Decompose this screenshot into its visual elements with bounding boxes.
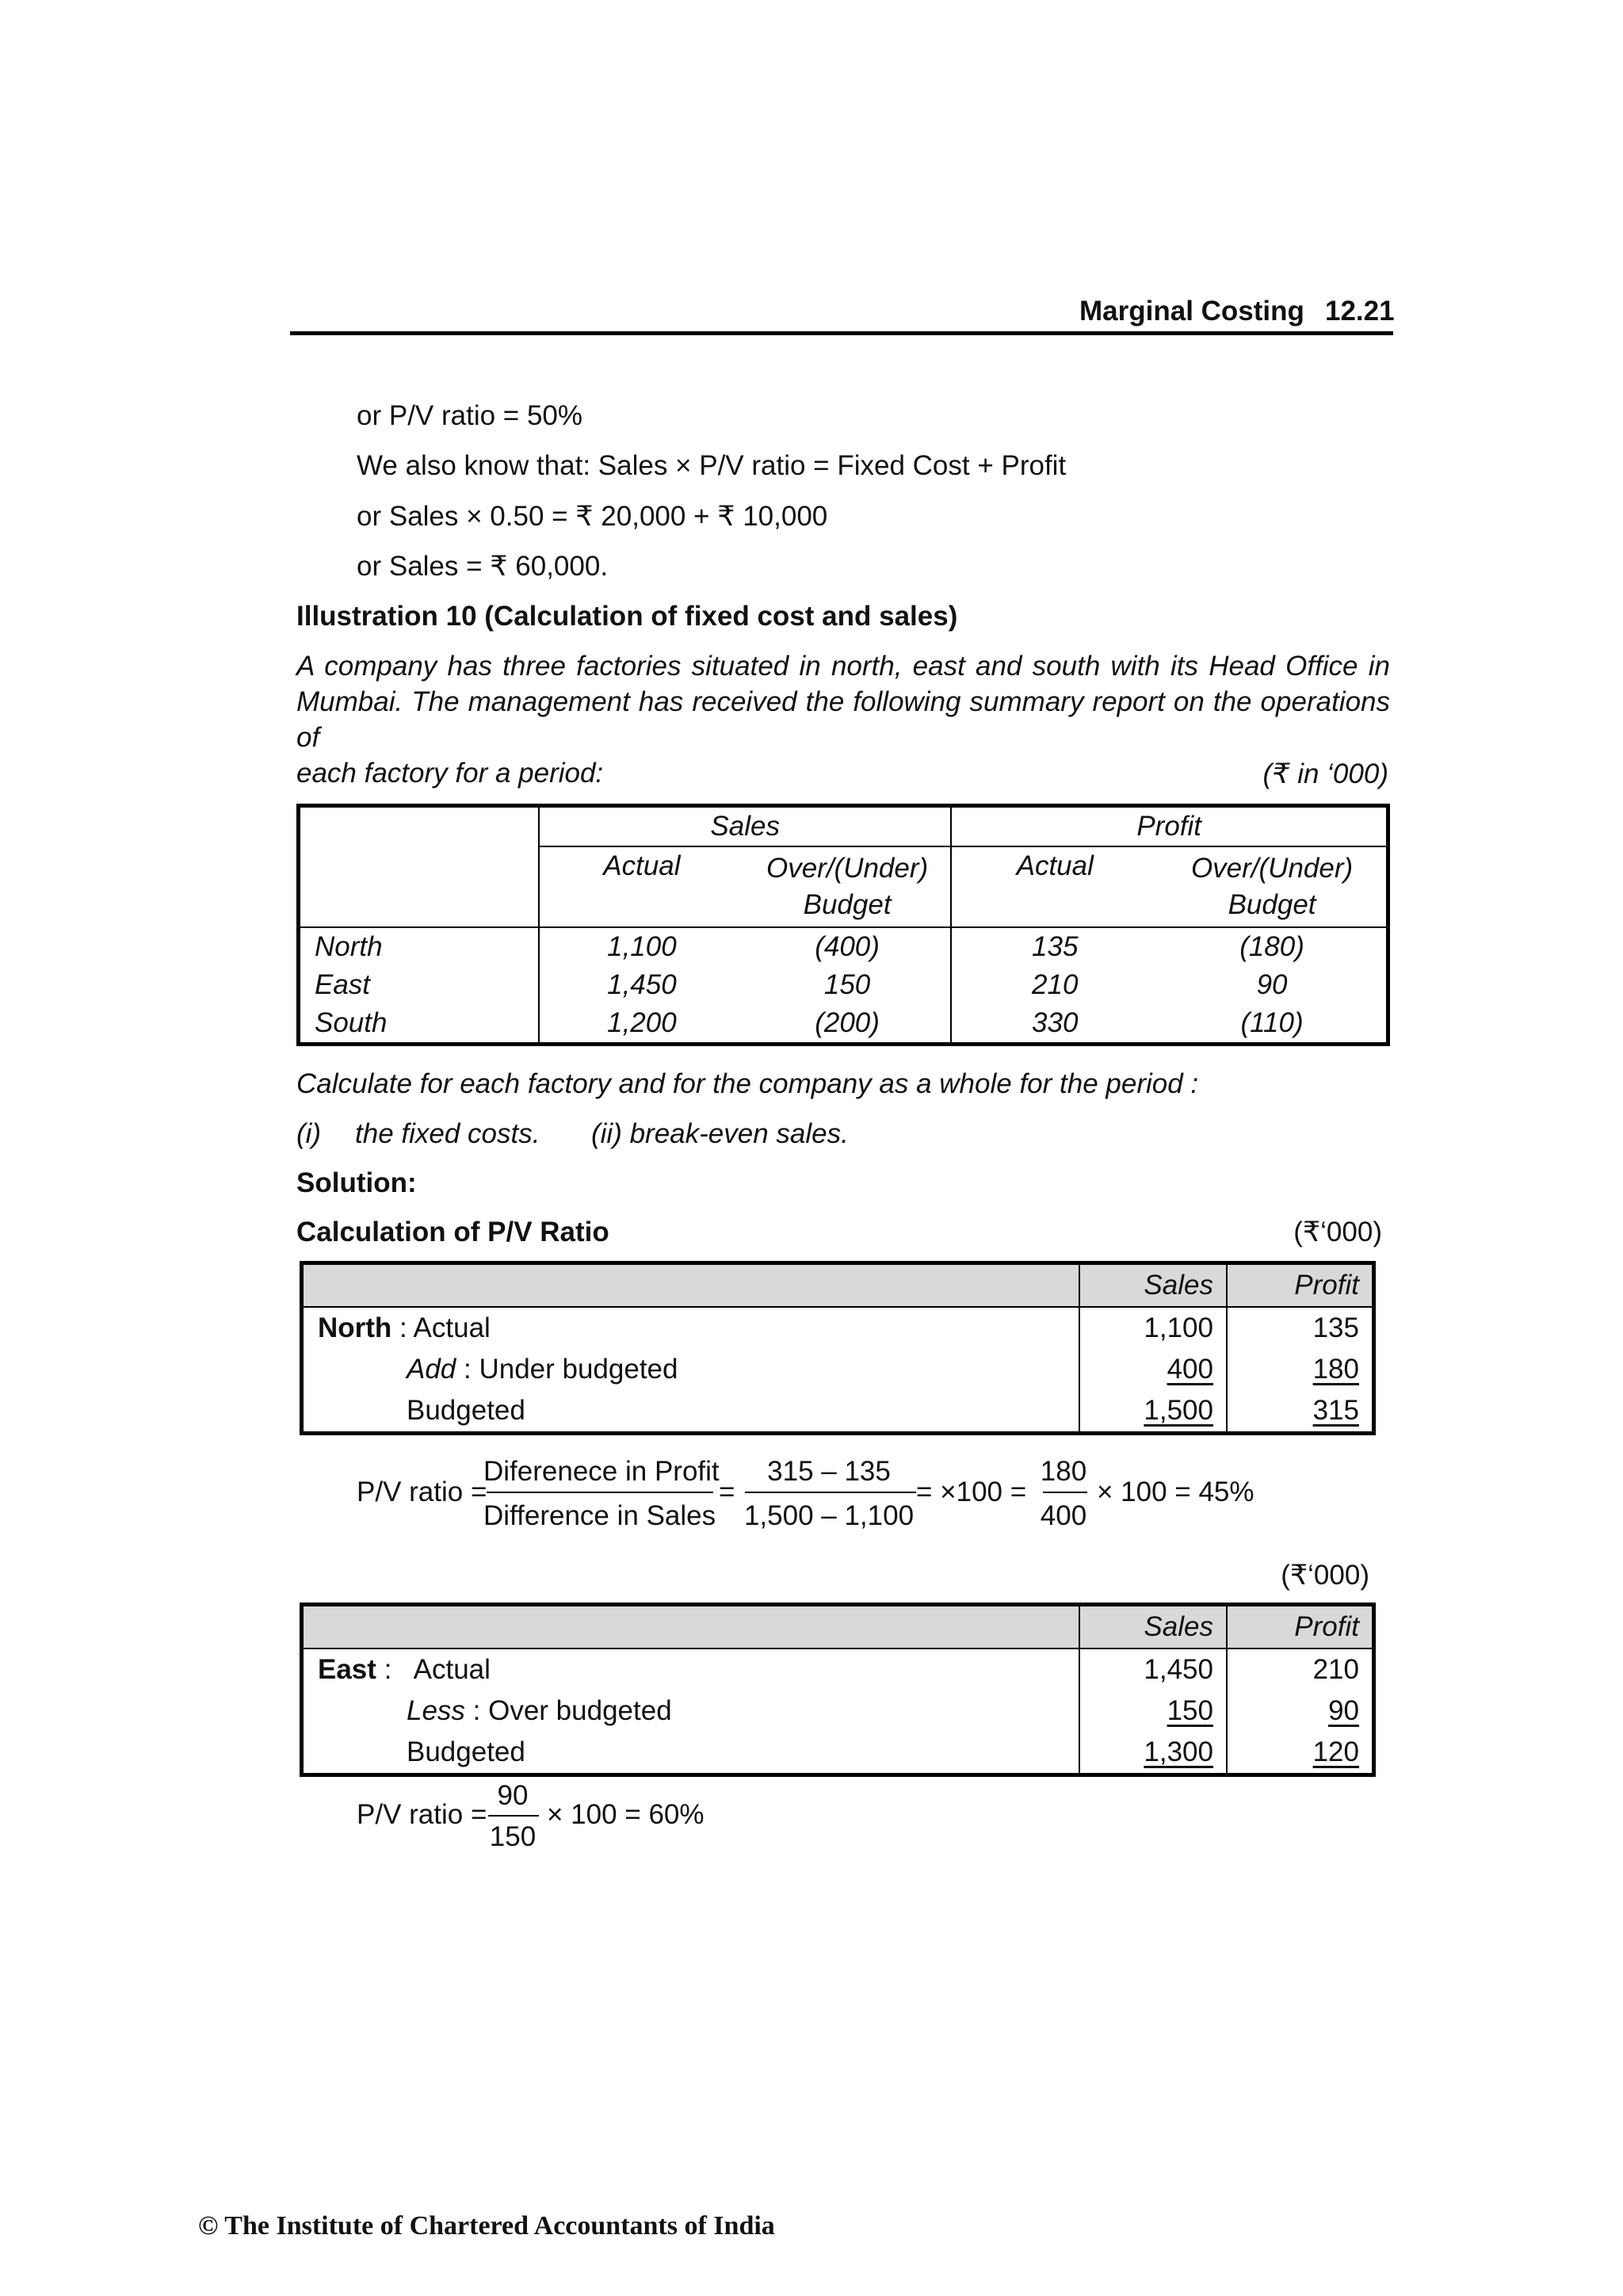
north-col-sales: Sales — [1079, 1263, 1227, 1308]
north-frac2-num: 315 – 135 — [767, 1456, 891, 1487]
table-row — [299, 927, 1388, 966]
east-row-budgeted: Budgeted — [407, 1736, 525, 1767]
north-frac1-num: Diferenece in Profit — [483, 1456, 720, 1487]
profit-over: (110) — [1240, 1007, 1304, 1038]
east-frac-bar — [488, 1815, 539, 1817]
question-item-2: (ii) break-even sales. — [591, 1118, 849, 1149]
row-label: : Actual — [391, 1312, 491, 1343]
east-profit-actual: 210 — [1227, 1648, 1374, 1690]
north-formula-prefix: P/V ratio = — [357, 1477, 487, 1507]
header-rule — [290, 331, 1393, 335]
value: 400 — [1167, 1354, 1213, 1385]
east-sales-less — [1079, 1690, 1227, 1732]
summary-col-sales-over — [744, 846, 952, 927]
north-sales-budgeted — [1079, 1390, 1227, 1434]
intro-line-1: or P/V ratio = 50% — [357, 400, 583, 431]
north-frac2-bar — [745, 1492, 916, 1493]
question-text: Calculate for each factory and for the company as a whole for the period : — [296, 1068, 1199, 1099]
north-sales-actual: 1,100 — [1079, 1307, 1227, 1349]
north-row-add — [302, 1349, 1080, 1390]
north-frac3-bar — [1043, 1492, 1087, 1493]
table-row — [302, 1349, 1374, 1390]
table-row — [299, 1004, 1388, 1045]
sales-over: 150 — [823, 969, 871, 1000]
row-label: : Actual — [376, 1654, 491, 1685]
north-row-actual — [302, 1307, 1080, 1349]
value: 1,500 — [1144, 1395, 1213, 1426]
value: 1,300 — [1144, 1736, 1213, 1767]
col-over-line2: Budget — [803, 889, 892, 920]
north-profit-budgeted — [1227, 1390, 1374, 1434]
illustration-text-line: A company has three factories situated in north, east and south with its Head Office in — [296, 651, 1390, 682]
summary-group-profit: Profit — [951, 806, 1388, 847]
row-lead: Less — [407, 1695, 465, 1726]
profit-over: 90 — [1256, 969, 1288, 1000]
north-profit-actual: 135 — [1227, 1307, 1374, 1349]
north-formula-result: × 100 = 45% — [1097, 1477, 1254, 1507]
east-row-actual — [302, 1648, 1080, 1690]
summary-group-sales: Sales — [539, 806, 951, 847]
row-lead: Add — [407, 1354, 456, 1385]
north-sales-add — [1079, 1349, 1227, 1390]
table-row — [299, 966, 1388, 1004]
east-formula-result: × 100 = 60% — [547, 1799, 705, 1830]
profit-actual: 210 — [951, 966, 1158, 1004]
north-frac1-den: Difference in Sales — [483, 1500, 716, 1531]
pv-unit: (₹‘000) — [1293, 1217, 1382, 1247]
table-row — [302, 1390, 1374, 1434]
value: 150 — [1167, 1695, 1213, 1726]
table-row — [302, 1690, 1374, 1732]
intro-line-3: or Sales × 0.50 = ₹ 20,000 + ₹ 10,000 — [357, 501, 828, 532]
east-sales-budgeted — [1079, 1732, 1227, 1775]
sales-over: (400) — [815, 931, 880, 962]
north-frac3-num: 180 — [1040, 1456, 1087, 1487]
north-pv-table — [300, 1261, 1376, 1435]
intro-line-4: or Sales = ₹ 60,000. — [357, 551, 609, 582]
col-over-line1: Over/(Under) — [1190, 853, 1354, 884]
sales-actual: 1,100 — [539, 927, 744, 966]
summary-col-profit-actual: Actual — [951, 846, 1158, 927]
east-profit-budgeted — [1227, 1732, 1374, 1775]
col-over-line1: Over/(Under) — [766, 853, 929, 884]
north-formula-mid: = ×100 = — [916, 1477, 1027, 1507]
north-header-blank — [302, 1263, 1080, 1308]
summary-table — [296, 804, 1390, 1046]
row-name: East — [315, 969, 371, 1000]
sales-actual: 1,200 — [539, 1004, 744, 1045]
footer-copyright: © The Institute of Chartered Accountants of India — [198, 2211, 775, 2241]
table-row — [302, 1648, 1374, 1690]
row-label: : Over budgeted — [464, 1695, 672, 1726]
summary-corner-cell — [299, 806, 540, 928]
east-header-blank — [302, 1605, 1080, 1649]
question-item-1-number: (i) — [296, 1118, 322, 1149]
value: 180 — [1312, 1354, 1359, 1385]
row-name: South — [315, 1007, 388, 1038]
illustration-unit: (₹ in ‘000) — [1262, 758, 1388, 789]
profit-actual: 135 — [951, 927, 1158, 966]
north-row-budgeted: Budgeted — [407, 1395, 525, 1426]
east-region-label: East — [318, 1654, 376, 1685]
north-col-profit: Profit — [1227, 1263, 1374, 1308]
north-frac1-bar — [487, 1492, 713, 1493]
page-number: 12.21 — [1325, 296, 1395, 327]
row-name: North — [315, 931, 383, 962]
east-profit-less — [1227, 1690, 1374, 1732]
sales-actual: 1,450 — [539, 966, 744, 1004]
east-row-less — [302, 1690, 1080, 1732]
north-profit-add — [1227, 1349, 1374, 1390]
col-over-line2: Budget — [1228, 889, 1316, 920]
row-label: : Under budgeted — [456, 1354, 678, 1385]
east-col-profit: Profit — [1227, 1605, 1374, 1649]
value: 90 — [1328, 1695, 1359, 1726]
summary-col-profit-over — [1158, 846, 1388, 927]
north-formula-eq1: = — [719, 1477, 735, 1507]
question-item-1: the fixed costs. — [355, 1118, 540, 1149]
north-frac2-den: 1,500 – 1,100 — [743, 1500, 915, 1531]
illustration-text — [296, 648, 1390, 791]
pv-heading: Calculation of P/V Ratio — [296, 1217, 609, 1247]
profit-actual: 330 — [951, 1004, 1158, 1045]
summary-col-sales-actual: Actual — [539, 846, 744, 927]
east-frac-den: 150 — [489, 1821, 537, 1852]
solution-label: Solution: — [296, 1167, 417, 1198]
north-region-label: North — [318, 1312, 392, 1343]
east-pv-table — [300, 1603, 1376, 1777]
intro-line-2: We also know that: Sales × P/V ratio = Fixed Cost + Profit — [357, 450, 1067, 481]
running-header-title: Marginal Costing — [1079, 296, 1304, 327]
profit-over: (180) — [1239, 931, 1304, 962]
east-col-sales: Sales — [1079, 1605, 1227, 1649]
east-unit: (₹‘000) — [1281, 1560, 1369, 1591]
east-formula-prefix: P/V ratio = — [357, 1799, 487, 1830]
illustration-text-line: Mumbai. The management has received the following summary report on the operations of — [296, 686, 1390, 753]
value: 120 — [1312, 1736, 1359, 1767]
illustration-text-line: each factory for a period: — [296, 758, 604, 789]
sales-over: (200) — [815, 1007, 880, 1038]
illustration-heading: Illustration 10 (Calculation of fixed cost and sales) — [296, 601, 958, 632]
table-row — [302, 1307, 1374, 1349]
value: 315 — [1312, 1395, 1359, 1426]
north-frac3-den: 400 — [1040, 1500, 1087, 1531]
east-sales-actual: 1,450 — [1079, 1648, 1227, 1690]
table-row — [302, 1732, 1374, 1775]
east-frac-num: 90 — [497, 1780, 529, 1811]
